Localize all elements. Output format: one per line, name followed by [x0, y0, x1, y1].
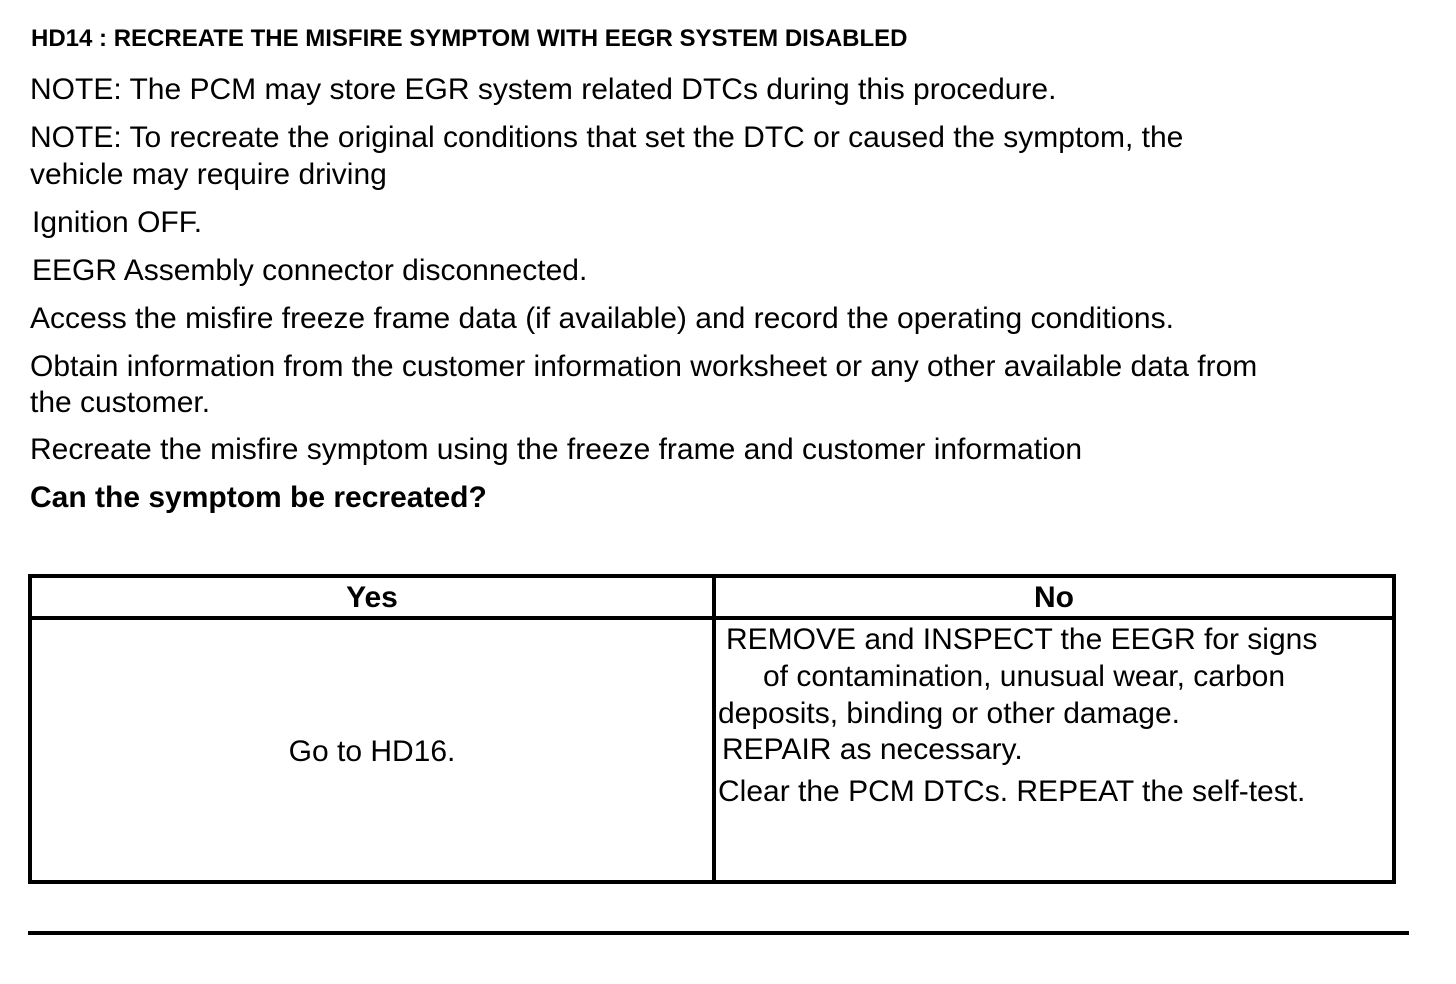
header-no: No	[1034, 581, 1074, 614]
decision-table	[28, 574, 1396, 884]
no-action-line-3: deposits, binding or other damage.	[718, 697, 1180, 730]
note-pcm-dtc: NOTE: The PCM may store EGR system related DTCs during this procedure.	[30, 73, 1057, 106]
table-header-divider	[32, 616, 1392, 620]
step-eegr-disconnected: EEGR Assembly connector disconnected.	[32, 254, 588, 287]
note-recreate-line-2: vehicle may require driving	[30, 158, 387, 191]
no-action-line-5: Clear the PCM DTCs. REPEAT the self-test.	[718, 775, 1306, 808]
bottom-rule	[28, 931, 1409, 935]
decision-question: Can the symptom be recreated?	[30, 481, 487, 514]
no-action-line-2: of contamination, unusual wear, carbon	[763, 660, 1285, 693]
page-heading: HD14 : RECREATE THE MISFIRE SYMPTOM WITH EEGR SYSTEM DISABLED	[31, 25, 908, 52]
no-action-line-4: REPAIR as necessary.	[722, 733, 1023, 766]
yes-action: Go to HD16.	[288, 735, 456, 768]
note-recreate-line-1: NOTE: To recreate the original conditions that set the DTC or caused the symptom, the	[30, 121, 1184, 154]
step-obtain-info-line-2: the customer.	[30, 386, 211, 419]
step-recreate-symptom: Recreate the misfire symptom using the freeze frame and customer information	[30, 433, 1083, 466]
no-action-line-1: REMOVE and INSPECT the EEGR for signs	[726, 623, 1318, 656]
step-access-freeze-frame: Access the misfire freeze frame data (if available) and record the operating conditions.	[30, 302, 1174, 335]
header-yes: Yes	[346, 581, 398, 614]
step-ignition-off: Ignition OFF.	[32, 206, 203, 239]
step-obtain-info-line-1: Obtain information from the customer information worksheet or any other available data from	[30, 350, 1258, 383]
table-column-divider	[712, 578, 716, 880]
